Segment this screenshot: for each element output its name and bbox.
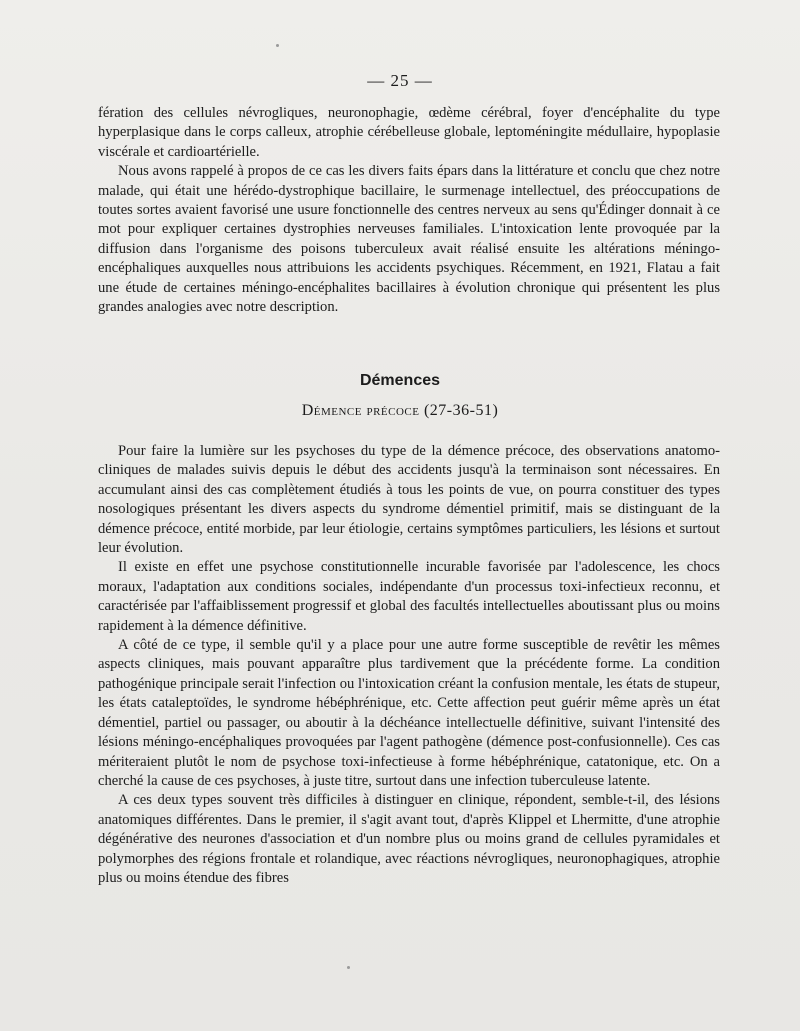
page-number: — 25 — [367, 71, 433, 90]
ink-speck [347, 966, 350, 969]
subsection-title: Démence précoce (27-36-51) [301, 402, 499, 419]
paragraph: fération des cellules névrogliques, neuronophagie, œdème cérébral, foyer d'encéphalite du type hyperplasique dans le corps calleux, atrophie cérébelleuse globale, leptoméningite médullaire, hypoplasie viscérale et cardioartérielle. [98, 105, 720, 160]
paragraph: Pour faire la lumière sur les psychoses du type de la démence précoce, des observations anatomo-cliniques de malades suivis depuis le début des accidents jusqu'à la terminaison sont nécessaires. En accumulant ainsi des cas complètement étudiés à tous les points de vue, on pourra constituer des types nosologiques présentant les divers aspects du syndrome démentiel primitif, mais se distinguant de la démence précoce, entité morbide, par leur étiologie, certains symptômes particuliers, les lésions et surtout leur évolution. [98, 443, 720, 557]
ink-speck [276, 44, 279, 47]
section-title: Démences [359, 372, 441, 389]
paragraph: Nous avons rappelé à propos de ce cas les divers faits épars dans la littérature et conclu que chez notre malade, qui était une hérédo-dystrophique bacillaire, le surmenage intellectuel, des préoccupations de toutes sortes avaient favorisé une usure fonctionnelle des centres nerveux au sens qu'Édinger donnait à ce mot pour expliquer certaines dystrophies nerveuses familiales. L'intoxication lente provoquée par la diffusion dans l'organisme des poisons tuberculeux avait réalisé ensuite les altérations méningo-encéphaliques auxquelles nous attribuions les accidents psychiques. Récemment, en 1921, Flatau a fait une étude de certaines méningo-encéphalites bacillaires à évolution chronique qui présentent les plus grandes analogies avec notre description. [98, 163, 720, 316]
paragraph: Il existe en effet une psychose constitutionnelle incurable favorisée par l'adolescence, les chocs moraux, l'adaptation aux conditions sociales, indépendante d'un processus toxi-infectieux reconnu, et caractérisée par l'affaiblissement progressif et global des facultés intellectuelles aboutissant plus ou moins rapidement à la démence définitive. [98, 559, 720, 634]
top-text-block [98, 104, 720, 317]
main-text-block [98, 442, 720, 888]
paragraph: A ces deux types souvent très difficiles à distinguer en clinique, répondent, semble-t-il, des lésions anatomiques différentes. Dans le premier, il s'agit avant tout, d'après Klippel et Lhermitte, d'une atrophie dégénérative des neurones d'association et d'un nombre plus ou moins grand de cellules pyramidales et polymorphes des régions frontale et rolandique, avec réactions névrogliques, neuronophagiques, atrophie plus ou moins étendue des fibres [98, 792, 720, 886]
paragraph: A côté de ce type, il semble qu'il y a place pour une autre forme susceptible de revêtir les mêmes aspects cliniques, mais pouvant apparaître plus tardivement que la précédente forme. La condition pathogénique principale serait l'infection ou l'intoxication créant la confusion mentale, les états de stupeur, les états cataleptoïdes, le syndrome hébéphrénique, etc. Cette affection peut guérir même après un état démentiel, partiel ou passager, ou aboutir à la déchéance intellectuelle définitive, suivant l'intensité des lésions méningo-encéphaliques provoquées par l'agent pathogène (démence post-confusionnelle). Ces cas mériteraient plutôt le nom de psychose toxi-infectieuse à forme hébéphrénique, catatonique, etc. On a cherché la cause de ces psychoses, à juste titre, surtout dans une infection tuberculeuse latente. [98, 637, 720, 789]
